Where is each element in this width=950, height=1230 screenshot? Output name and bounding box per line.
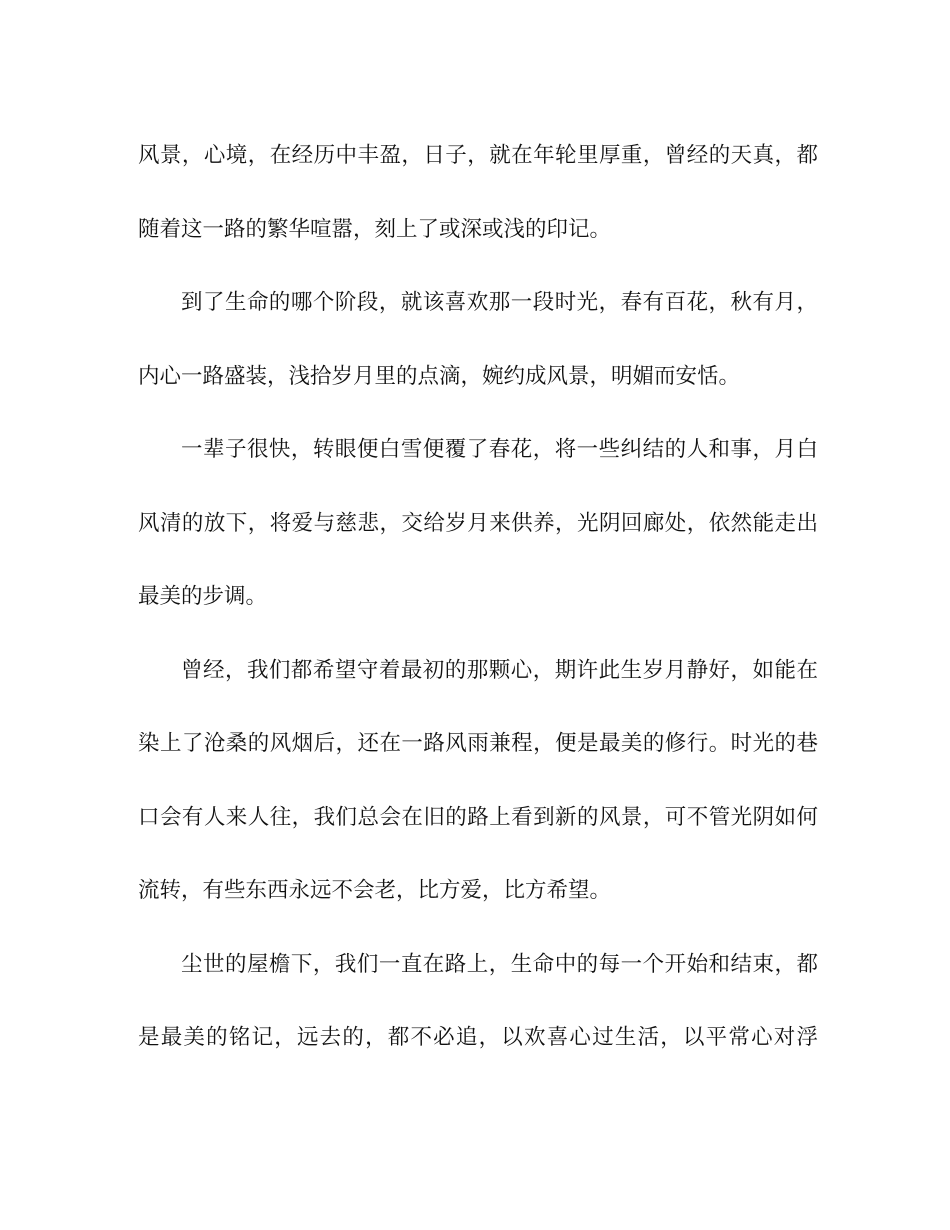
text-line-5: 一辈子很快，转眼便白雪便覆了春花，将一些纠结的人和事，月白 — [181, 437, 818, 462]
body-text — [138, 138, 818, 1094]
text-line-8: 曾经，我们都希望守着最初的那颗心，期许此生岁月静好，如能在 — [181, 657, 818, 683]
text-line-1: 风景，心境，在经历中丰盈，日子，就在年轮里厚重，曾经的天真，都 — [138, 143, 818, 168]
text-line-12: 尘世的屋檐下，我们一直在路上，生命中的每一个开始和结束，都 — [181, 951, 818, 977]
text-line-7: 最美的步调。 — [138, 584, 268, 609]
text-line-10: 口会有人来人往，我们总会在旧的路上看到新的风景，可不管光阴如何 — [138, 804, 818, 830]
text-line-13: 是最美的铭记，远去的，都不必追，以欢喜心过生活，以平常心对浮 — [138, 1025, 818, 1050]
text-line-11: 流转，有些东西永远不会老，比方爱，比方希望。 — [138, 878, 612, 903]
text-line-2: 随着这一路的繁华喧嚣，刻上了或深或浅的印记。 — [138, 216, 612, 242]
text-line-6: 风清的放下，将爱与慈悲，交给岁月来供养，光阴回廊处，依然能走出 — [138, 510, 818, 536]
text-line-3: 到了生命的哪个阶段，就该喜欢那一段时光，春有百花，秋有月， — [181, 290, 818, 315]
text-line-4: 内心一路盛装，浅拾岁月里的点滴，婉约成风景，明媚而安恬。 — [138, 363, 741, 389]
text-line-9: 染上了沧桑的风烟后，还在一路风雨兼程，便是最美的修行。时光的巷 — [138, 731, 818, 756]
